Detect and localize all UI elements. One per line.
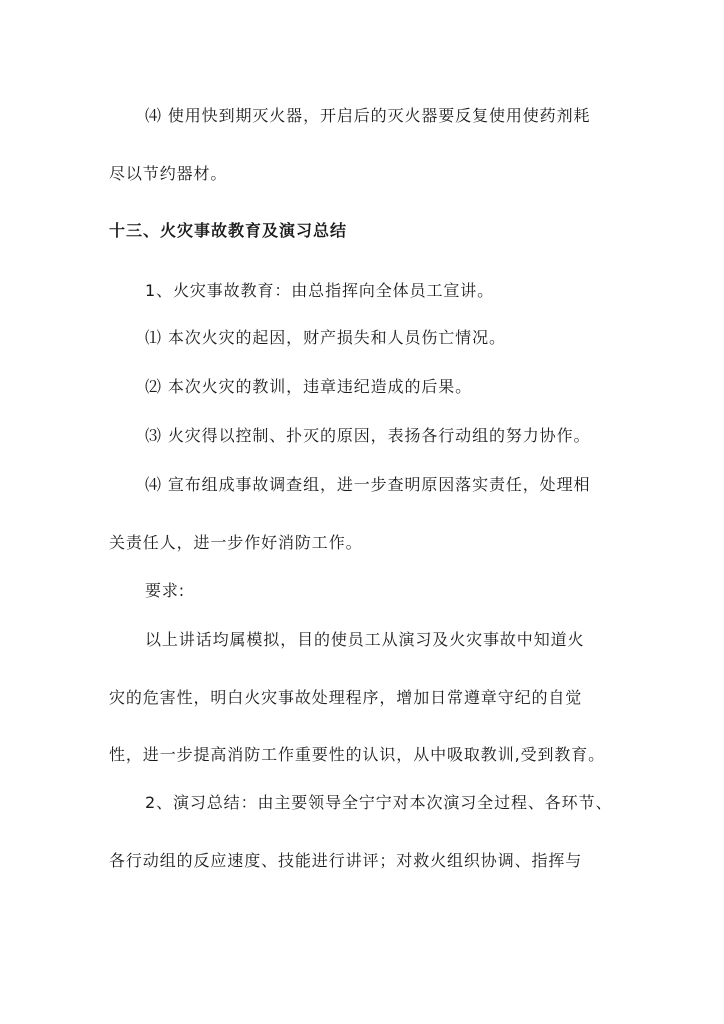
list-item: ⑶ 火灾得以控制、扑灭的原因，表扬各行动组的努力协作。 <box>145 426 591 445</box>
list-item: ⑴ 本次火灾的起因，财产损失和人员伤亡情况。 <box>145 328 506 347</box>
paragraph-line: 关责任人，进一步作好消防工作。 <box>109 533 363 552</box>
paragraph-line: 灾的危害性，明白火灾事故处理程序，增加日常遵章守纪的自觉 <box>109 688 583 707</box>
paragraph-line: 性，进一步提高消防工作重要性的认识，从中吸取教训,受到教育。 <box>109 745 606 764</box>
paragraph-line: ⑷ 使用快到期灭火器，开启后的灭火器要反复使用使药剂耗 <box>145 106 591 125</box>
paragraph-line: 要求: <box>145 581 186 600</box>
paragraph-line: 1、火灾事故教育：由总指挥向全体员工宣讲。 <box>145 281 495 300</box>
list-item: ⑵ 本次火灾的教训，违章违纪造成的后果。 <box>145 377 473 396</box>
paragraph-line: 尽以节约器材。 <box>109 164 228 183</box>
list-item: ⑷ 宣布组成事故调查组，进一步查明原因落实责任，处理相 <box>145 475 591 494</box>
section-heading: 十三、火灾事故教育及演习总结 <box>109 221 348 240</box>
paragraph-line: 以上讲话均属模拟，目的使员工从演习及火灾事故中知道火 <box>145 630 585 649</box>
paragraph-line: 2、演习总结：由主要领导全宁宁对本次演习全过程、各环节、 <box>145 793 613 812</box>
paragraph-line: 各行动组的反应速度、技能进行讲评；对救火组织协调、指挥与 <box>109 851 583 870</box>
